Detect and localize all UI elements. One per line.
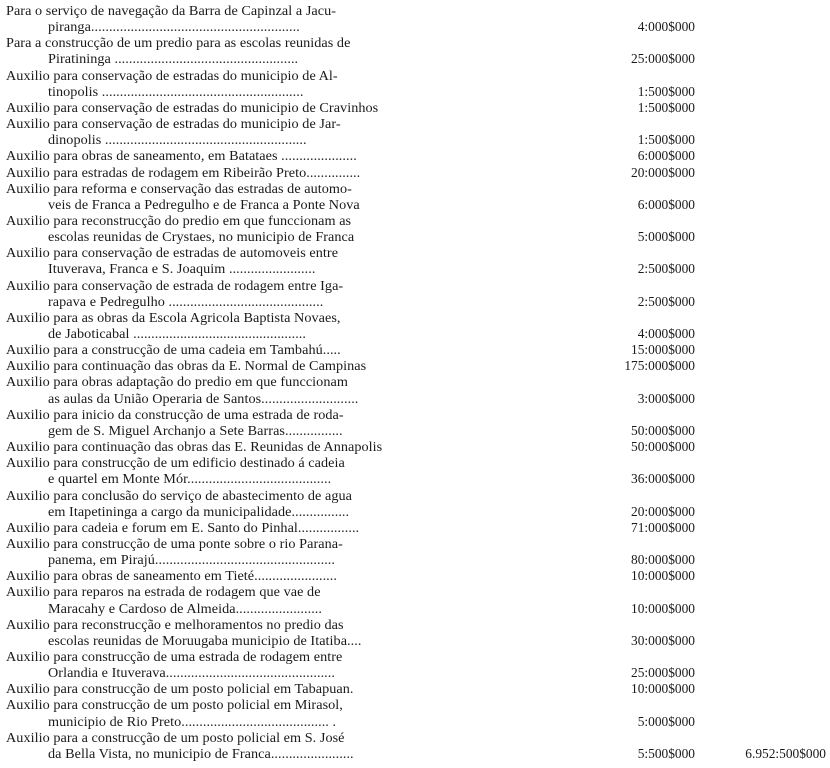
entry-amount: 5:500$000 xyxy=(637,745,695,761)
entry-description-continued: Orlandia e Ituverava............................................... xyxy=(48,665,335,681)
entry-description: Auxilio para obras de saneamento em Tieté....................... xyxy=(6,568,337,584)
entry-description: Auxilio para conservação de estradas do municipio de Al- xyxy=(6,67,338,83)
entry-description-continued: Ituverava, Franca e S. Joaquim ........................ xyxy=(48,261,316,277)
entry-description-continued: escolas reunidas de Moruugaba municipio de Itatiba.... xyxy=(48,632,362,648)
entry-description: Auxilio para reconstrucção e melhoramentos no predio das xyxy=(6,616,344,632)
entry-amount: 10:000$000 xyxy=(631,568,695,584)
entry-amount: 175:000$000 xyxy=(624,358,695,374)
entry-description: Auxilio para obras adaptação do predio em que funccionam xyxy=(6,374,348,390)
entry-description-continued: escolas reunidas de Crystaes, no municipio de Franca xyxy=(48,229,355,245)
entry-amount: 80:000$000 xyxy=(631,552,695,568)
entry-amount: 25:000$000 xyxy=(631,665,695,681)
entry-amount: 50:000$000 xyxy=(631,439,695,455)
entry-description-continued: e quartel em Monte Mór........................................ xyxy=(48,471,332,487)
entry-description: Auxilio para construcção de um posto policial em Mirasol, xyxy=(6,697,343,713)
entry-description-continued: dinopolis ........................................................ xyxy=(48,132,307,148)
grand-total: 6.952:500$000 xyxy=(745,745,826,761)
entry-amount: 1:500$000 xyxy=(637,99,695,115)
entry-amount: 2:500$000 xyxy=(637,293,695,309)
entry-description: Auxilio para conservação de estradas de automoveis entre xyxy=(6,245,339,261)
entry-description: Auxilio para estradas de rodagem em Ribeirão Preto............... xyxy=(6,164,361,180)
entry-description-continued: piranga.......................................................... xyxy=(48,19,300,35)
entry-amount: 20:000$000 xyxy=(631,503,695,519)
entry-amount: 6:000$000 xyxy=(637,148,695,164)
entry-amount: 10:000$000 xyxy=(631,681,695,697)
entry-amount: 10:000$000 xyxy=(631,600,695,616)
entry-description-continued: rapava e Pedregulho ........................................... xyxy=(48,293,324,309)
entry-description: Auxilio para inicio da construcção de uma estrada de roda- xyxy=(6,406,344,422)
entry-description: Auxilio para cadeia e forum em E. Santo do Pinhal................. xyxy=(6,519,360,535)
entry-amount: 30:000$000 xyxy=(631,632,695,648)
entry-description-continued: gem de S. Miguel Archanjo a Sete Barras................ xyxy=(48,422,343,438)
entry-amount: 4:000$000 xyxy=(637,326,695,341)
entry-description: Auxilio para reconstrucção do predio em que funccionam as xyxy=(6,212,352,228)
entry-amount: 20:000$000 xyxy=(631,164,695,180)
entry-description: Para o serviço de navegação da Barra de Capinzal a Jacu- xyxy=(6,3,337,18)
entry-description-continued: municipio de Rio Preto......................................... . xyxy=(48,713,337,729)
entry-amount: 2:500$000 xyxy=(637,261,695,277)
entry-amount: 1:500$000 xyxy=(637,83,695,99)
entry-description: Auxilio para construcção de um edificio destinado á cadeia xyxy=(6,455,345,471)
entry-description: Auxilio para reforma e conservação das estradas de automo- xyxy=(6,180,352,196)
entry-description: Para a construcção de um predio para as escolas reunidas de xyxy=(6,35,351,51)
entry-amount: 15:000$000 xyxy=(631,342,695,358)
entry-description: Auxilio para conservação de estradas do municipio de Cravinhos xyxy=(6,99,379,115)
entry-amount: 4:000$000 xyxy=(637,19,695,35)
entry-description-continued: veis de Franca a Pedregulho e de Franca a Ponte Nova xyxy=(48,196,360,212)
entry-amount: 5:000$000 xyxy=(637,713,695,729)
entry-amount: 50:000$000 xyxy=(631,422,695,438)
entry-description: Auxilio para conclusão do serviço de abastecimento de agua xyxy=(6,487,352,503)
entry-description-continued: Maracahy e Cardoso de Almeida........................ xyxy=(48,600,323,616)
entry-description: Auxilio para conservação de estradas do municipio de Jar- xyxy=(6,116,341,132)
entry-description: Auxilio para continuação das obras das E. Reunidas de Annapolis xyxy=(6,439,383,455)
entry-description-continued: panema, em Pirajú.................................................. xyxy=(48,552,336,568)
entry-amount: 71:000$000 xyxy=(631,519,695,535)
entry-description: Auxilio para a construcção de um posto policial em S. José xyxy=(6,729,345,745)
entry-description: Auxilio para obras de saneamento, em Batataes ..................... xyxy=(6,148,357,164)
entry-amount: 25:000$000 xyxy=(631,51,695,67)
entry-amount: 6:000$000 xyxy=(637,196,695,212)
entry-description-continued: tinopolis ........................................................ xyxy=(48,83,304,99)
entry-description: Auxilio para a construcção de uma cadeia em Tambahú..... xyxy=(6,342,341,358)
entry-description-continued: de Jaboticabal ................................................ xyxy=(48,326,307,341)
entry-amount: 3:000$000 xyxy=(637,390,695,406)
entry-amount: 1:500$000 xyxy=(637,132,695,148)
entry-description-continued: da Bella Vista, no municipio de Franca....................... xyxy=(48,745,354,761)
entry-description: Auxilio para as obras da Escola Agricola Baptista Novaes, xyxy=(6,309,341,325)
entry-description: Auxilio para construcção de uma ponte sobre o rio Parana- xyxy=(6,535,343,551)
entry-amount: 36:000$000 xyxy=(631,471,695,487)
entry-description-continued: Piratininga ................................................... xyxy=(48,51,299,67)
entry-amount: 5:000$000 xyxy=(637,229,695,245)
entry-description: Auxilio para construcção de uma estrada de rodagem entre xyxy=(6,649,343,664)
entry-description-continued: as aulas da União Operaria de Santos........................... xyxy=(48,390,359,406)
entry-description: Auxilio para reparos na estrada de rodagem que vae de xyxy=(6,584,321,600)
entry-description: Auxilio para continuação das obras da E. Normal de Campinas xyxy=(6,358,367,374)
entry-description: Auxilio para conservação de estrada de rodagem entre Iga- xyxy=(6,277,344,293)
entry-description: Auxilio para construcção de um posto policial em Tabapuan. xyxy=(6,681,354,697)
entry-description-continued: em Itapetininga a cargo da municipalidade................ xyxy=(48,503,350,519)
